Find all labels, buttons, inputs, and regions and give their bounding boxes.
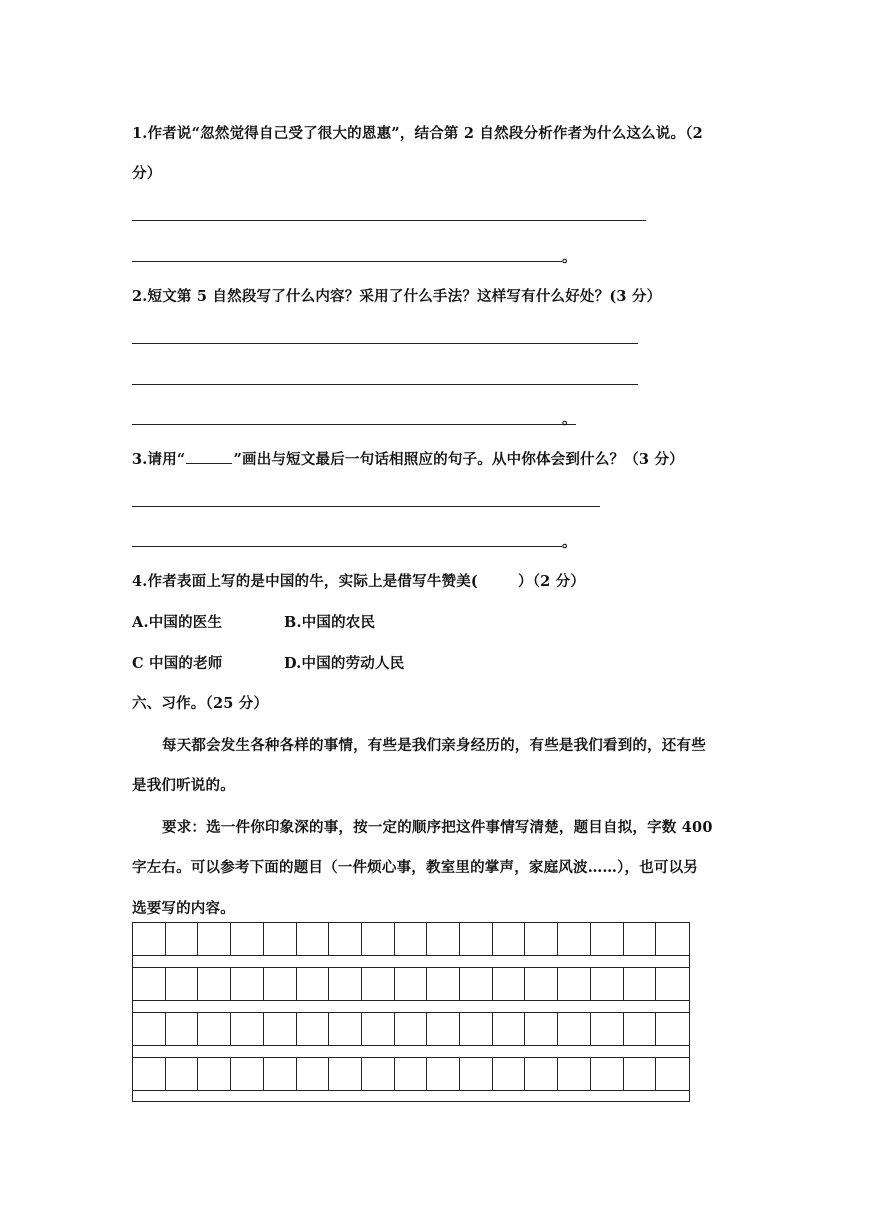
grid-cell[interactable] [264, 1058, 297, 1091]
grid-row[interactable] [132, 1057, 690, 1090]
grid-row[interactable] [132, 967, 690, 1000]
option-c[interactable]: C 中国的老师 [132, 655, 223, 672]
grid-cell[interactable] [362, 923, 395, 956]
answer-line[interactable] [132, 343, 638, 344]
grid-cell[interactable] [525, 1058, 558, 1091]
grid-cell[interactable] [493, 923, 526, 956]
question-3-after: ”画出与短文最后一句话相照应的句子。从中你体会到什么？（3 分） [233, 451, 684, 468]
grid-spacer [132, 1045, 690, 1057]
grid-cell[interactable] [427, 1013, 460, 1046]
grid-spacer [132, 1000, 690, 1012]
grid-cell[interactable] [624, 1013, 657, 1046]
grid-cell[interactable] [329, 1058, 362, 1091]
grid-cell[interactable] [329, 1013, 362, 1046]
grid-cell[interactable] [624, 1058, 657, 1091]
answer-line[interactable] [132, 506, 600, 507]
grid-cell[interactable] [493, 1058, 526, 1091]
grid-cell[interactable] [297, 968, 330, 1001]
grid-cell[interactable] [656, 923, 689, 956]
question-3 [132, 449, 684, 470]
grid-cell[interactable] [460, 923, 493, 956]
grid-cell[interactable] [591, 1058, 624, 1091]
grid-cell[interactable] [133, 923, 166, 956]
grid-cell[interactable] [264, 1013, 297, 1046]
period-mark: 。 [562, 249, 577, 266]
option-d[interactable]: D.中国的劳动人民 [284, 655, 405, 672]
grid-cell[interactable] [427, 968, 460, 1001]
grid-cell[interactable] [329, 923, 362, 956]
question-4 [132, 572, 585, 592]
grid-cell[interactable] [460, 1058, 493, 1091]
grid-cell[interactable] [297, 923, 330, 956]
grid-cell[interactable] [264, 968, 297, 1001]
prompt-paragraph-1-line-2: 是我们听说的。 [132, 777, 235, 794]
section-6-heading: 六、习作。（25 分） [132, 695, 269, 712]
grid-cell[interactable] [198, 968, 231, 1001]
grid-cell[interactable] [231, 1013, 264, 1046]
question-1-line-2: 分） [132, 165, 162, 182]
grid-cell[interactable] [525, 968, 558, 1001]
grid-cell[interactable] [558, 923, 591, 956]
grid-cell[interactable] [591, 923, 624, 956]
grid-cell[interactable] [624, 923, 657, 956]
writing-grid[interactable] [132, 922, 690, 1102]
grid-cell[interactable] [231, 923, 264, 956]
grid-cell[interactable] [198, 1013, 231, 1046]
grid-cell[interactable] [493, 1013, 526, 1046]
grid-cell[interactable] [558, 968, 591, 1001]
grid-cell[interactable] [231, 1058, 264, 1091]
grid-cell[interactable] [329, 968, 362, 1001]
grid-cell[interactable] [427, 923, 460, 956]
grid-cell[interactable] [591, 968, 624, 1001]
answer-line[interactable] [132, 424, 576, 425]
requirements-line-2: 字左右。可以参考下面的题目（一件烦心事，教室里的掌声，家庭风波……），也可以另 [132, 859, 699, 876]
grid-cell[interactable] [166, 968, 199, 1001]
grid-cell[interactable] [362, 1013, 395, 1046]
option-a[interactable]: A.中国的医生 [132, 614, 223, 631]
period-mark: 。 [562, 411, 577, 428]
grid-cell[interactable] [656, 1013, 689, 1046]
question-4-before: 4.作者表面上写的是中国的牛，实际上是借写牛赞美( [132, 573, 478, 590]
grid-spacer [132, 955, 690, 967]
grid-cell[interactable] [198, 923, 231, 956]
grid-cell[interactable] [460, 968, 493, 1001]
grid-cell[interactable] [166, 1013, 199, 1046]
question-1-line-1: 1.作者说“忽然觉得自己受了很大的恩惠”，结合第 2 自然段分析作者为什么这么说。（2 [132, 125, 703, 142]
grid-cell[interactable] [493, 968, 526, 1001]
answer-line[interactable] [132, 546, 562, 547]
question-3-before: 3.请用“ [132, 451, 186, 468]
option-b[interactable]: B.中国的农民 [284, 614, 376, 631]
grid-cell[interactable] [264, 923, 297, 956]
grid-cell[interactable] [198, 1058, 231, 1091]
grid-cell[interactable] [231, 968, 264, 1001]
grid-cell[interactable] [297, 1058, 330, 1091]
grid-cell[interactable] [558, 1013, 591, 1046]
answer-line[interactable] [132, 261, 562, 262]
question-2: 2.短文第 5 自然段写了什么内容？采用了什么手法？这样写有什么好处？(3 分） [132, 288, 662, 305]
prompt-paragraph-1-line-1: 每天都会发生各种各样的事情，有些是我们亲身经历的，有些是我们看到的，还有些 [162, 737, 706, 754]
grid-cell[interactable] [297, 1013, 330, 1046]
grid-cell[interactable] [624, 968, 657, 1001]
grid-cell[interactable] [166, 1058, 199, 1091]
grid-spacer [132, 1090, 690, 1102]
grid-cell[interactable] [166, 923, 199, 956]
grid-cell[interactable] [558, 1058, 591, 1091]
underline-sample [186, 449, 232, 464]
answer-line[interactable] [132, 384, 638, 385]
grid-cell[interactable] [525, 923, 558, 956]
period-mark: 。 [562, 534, 577, 551]
grid-cell[interactable] [133, 1058, 166, 1091]
answer-line[interactable] [132, 220, 646, 221]
grid-cell[interactable] [525, 1013, 558, 1046]
grid-cell[interactable] [133, 1013, 166, 1046]
grid-cell[interactable] [395, 1058, 428, 1091]
grid-row[interactable] [132, 1012, 690, 1045]
grid-cell[interactable] [133, 968, 166, 1001]
grid-cell[interactable] [656, 968, 689, 1001]
requirements-line-3: 选要写的内容。 [132, 900, 235, 917]
grid-cell[interactable] [362, 1058, 395, 1091]
requirements-line-1: 要求：选一件你印象深的事，按一定的顺序把这件事情写清楚，题目自拟，字数 400 [162, 819, 713, 836]
grid-cell[interactable] [427, 1058, 460, 1091]
grid-cell[interactable] [395, 968, 428, 1001]
grid-cell[interactable] [395, 923, 428, 956]
grid-cell[interactable] [362, 968, 395, 1001]
grid-row[interactable] [132, 922, 690, 955]
grid-cell[interactable] [460, 1013, 493, 1046]
question-4-after: ）（2 分） [518, 573, 586, 590]
grid-cell[interactable] [395, 1013, 428, 1046]
grid-cell[interactable] [591, 1013, 624, 1046]
grid-cell[interactable] [656, 1058, 689, 1091]
